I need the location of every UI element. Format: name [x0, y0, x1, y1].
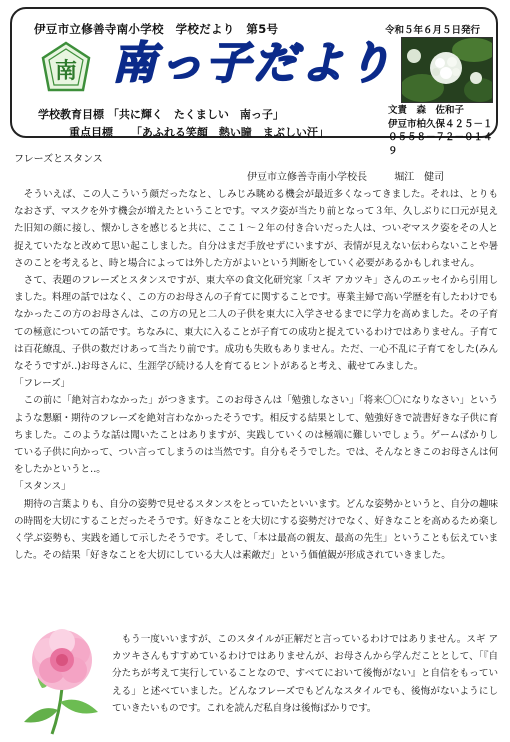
editor-info [388, 104, 496, 158]
section-heading-stance: 「スタンス」 [14, 481, 71, 493]
article-author [247, 168, 444, 183]
article-paragraph: そういえば、この人こういう顔だったなと、しみじみ眺める機会が最近多くなってきました。それは、とりもなおさず、マスクを外す機会が増えたということです。マスク姿が当たり前となって３年、久しぶりに口元が見えた旧知の顔に接し、懐かしさを感じると共に、ここ１～２年の付き合いだった人は、ついぞマスク姿をその人と捉えていたなと改めて思い起こしました。自分はまだ手放せずにいますが、表情が見えない伝わらないことや暑さのことを考えると、時と場合によっては外した方がよいという判断をしていく必要があるかもしれません。 [14, 189, 498, 269]
hydrangea-photo [401, 37, 493, 103]
article-paragraph: 期待の言葉よりも、自分の姿勢で見せるスタンスをとっていたといいます。どんな姿勢かというと、自分の趣味の時間を大切にすることだったそうです。好きなことを大切にする姿勢だけでなく、好きなことを高めるため楽しく学ぶ姿勢も、実践を通して示したそうです。そして、「本は最高の親友、最高の先生」ということも伝えていました。その結果「好きなことを大切にしている大人は素敵だ」という価値観が形成されていきました。 [14, 498, 498, 562]
author-role: 伊豆市立修善寺南小学校長 [247, 172, 367, 183]
focus-goal-label: 重点目標 [69, 126, 113, 139]
author-name: 堀江 健司 [394, 172, 445, 183]
article-title: フレーズとスタンス [14, 154, 103, 165]
article-paragraph: もう一度いいますが、このスタイルが正解だと言っているわけではありません。スギ アカツキさんもすすめているわけではありませんが、お母さんから学んだこととして、「『自分たちが考えて実行していることなので、すべてにおいて後悔がない』と自信をもっていえる」と述べていました。どんなフレーズでもどんなスタイルでも、後悔がないようにしていきたいものです。これを読んだ私自身は後悔ばかりです。 [112, 634, 498, 714]
article-paragraph: さて、表題のフレーズとスタンスですが、東大卒の食文化研究家「スギ アカツキ」さんのエッセイから引用しました。料理の話ではなく、この方のお母さんの子育てに関することです。専業主婦で高い学歴を有したわけでもなかったこの方のお母さんは、この方の兄と二人の子供を東大に入学させるまでに学力を高めました。その子育ての極意についての話です。ちなみに、東大に入ることが子育ての成功と捉えているわけではありません。子育ては百花繚乱、子供の数だけあって当たり前です。成功も失敗もありません。ただ、一心不乱に子育てをした(みんなそうですが‥)お母さんに、生涯学び続ける人を育てるヒントがあると考え、載せてみました。 [14, 275, 498, 373]
school-goal-label: 学校教育目標 [38, 108, 104, 121]
newsletter-header [10, 7, 498, 157]
editor-address: 伊豆市柏久保４２５－１ [388, 118, 493, 130]
newsletter-masthead: 南っ子だより [112, 38, 394, 89]
article-closing [112, 631, 498, 717]
editor-phone: ０５５８－７２－０１４９ [388, 132, 493, 157]
school-goal-text: 「共に輝く たくましい 南っ子」 [107, 108, 284, 121]
section-heading-phrase: 「フレーズ」 [14, 378, 71, 390]
peony-flower-illustration [12, 618, 114, 736]
focus-goal [69, 124, 329, 140]
article-paragraph: この前に「絶対言わなかった」がつきます。このお母さんは「勉強しなさい」「将来〇〇になりなさい」というような懇願・期待のフレーズを絶対言わなかったそうです。相反する結果として、勉強好きで読書好きな子供に育ちました。このような話は聞いたことはありますが、実践していくのは極端に難しいでしょう。ゲームばかりしている子供に向かって、つい言ってしまうのは当然です。自分もそうでした。では、そんなときこのお母さんは何をしたかというと‥。 [14, 395, 498, 476]
school-goal [38, 106, 284, 122]
focus-goal-text: 「あふれる笑顔 熱い瞳 まぶしい汗」 [130, 126, 329, 139]
school-emblem-icon [37, 40, 95, 98]
editor-name: 文責 森 佐和子 [388, 105, 465, 116]
school-newsletter-line: 伊豆市立修善寺南小学校 学校だより 第5号 [34, 22, 279, 36]
issue-date: 令和５年６月５日発行 [385, 25, 481, 36]
emblem-glyph: 南 [54, 58, 78, 84]
article-body [14, 186, 498, 564]
